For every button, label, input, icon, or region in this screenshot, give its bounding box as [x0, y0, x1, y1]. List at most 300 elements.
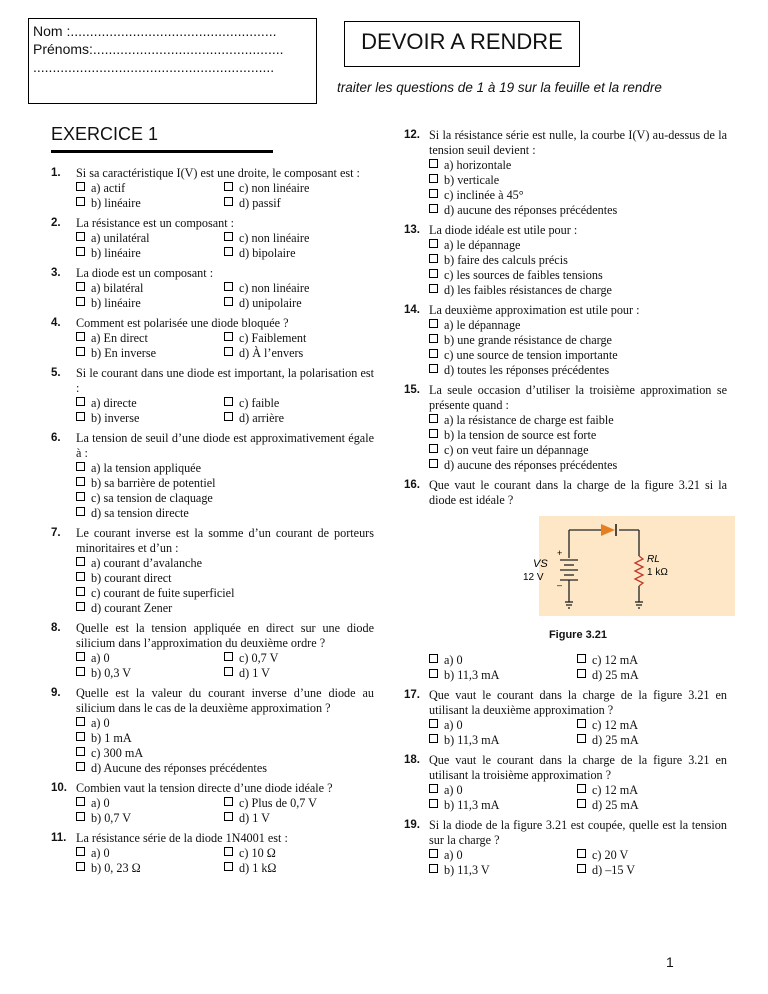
answer-option[interactable]	[577, 798, 727, 813]
option-label: d) 1 V	[239, 666, 270, 680]
answer-option[interactable]	[76, 586, 374, 601]
checkbox-icon[interactable]	[429, 319, 438, 328]
answer-option[interactable]	[76, 811, 224, 826]
checkbox-icon[interactable]	[429, 734, 438, 743]
question-text: Si la diode de la figure 3.21 est coupée, quelle est la tension sur la charge ?	[429, 818, 727, 847]
checkbox-icon[interactable]	[76, 197, 85, 206]
answer-option[interactable]	[76, 411, 224, 426]
checkbox-icon[interactable]	[76, 492, 85, 501]
answer-option[interactable]	[429, 333, 727, 348]
question	[404, 478, 727, 683]
answer-option[interactable]	[577, 653, 727, 668]
checkbox-icon[interactable]	[76, 282, 85, 291]
name-field[interactable]: Nom :.....................................................	[33, 23, 277, 39]
checkbox-icon[interactable]	[429, 364, 438, 373]
checkbox-icon[interactable]	[224, 282, 233, 291]
answer-option[interactable]	[224, 281, 374, 296]
option-label: c) 10 Ω	[239, 846, 276, 860]
option-label: c) courant de fuite superficiel	[91, 586, 235, 600]
answer-option[interactable]	[224, 811, 374, 826]
answer-option[interactable]	[76, 181, 224, 196]
option-label: b) 1 mA	[91, 731, 132, 745]
question-text: Que vaut le courant dans la charge de la figure 3.21 en utilisant la troisième approximation ?	[429, 753, 727, 782]
option-label: a) horizontale	[444, 158, 512, 172]
answer-option[interactable]	[224, 346, 374, 361]
checkbox-icon[interactable]	[429, 719, 438, 728]
answer-option[interactable]	[224, 861, 374, 876]
checkbox-icon[interactable]	[429, 349, 438, 358]
instruction-text: traiter les questions de 1 à 19 sur la feuille et la rendre	[337, 80, 662, 95]
checkbox-icon[interactable]	[429, 444, 438, 453]
question-number: 14.	[404, 304, 420, 316]
option-label: c) sa tension de claquage	[91, 491, 213, 505]
option-label: a) le dépannage	[444, 238, 521, 252]
question-number: 15.	[404, 384, 420, 396]
checkbox-icon[interactable]	[224, 332, 233, 341]
option-label: c) 20 V	[592, 848, 629, 862]
checkbox-icon[interactable]	[429, 429, 438, 438]
checkbox-icon[interactable]	[76, 652, 85, 661]
checkbox-icon[interactable]	[76, 462, 85, 471]
figure-3-21	[523, 516, 735, 616]
checkbox-icon[interactable]	[76, 477, 85, 486]
checkbox-icon[interactable]	[224, 297, 233, 306]
question	[404, 688, 727, 748]
answer-option[interactable]	[76, 491, 374, 506]
option-label: a) bilatéral	[91, 281, 144, 295]
checkbox-icon[interactable]	[76, 412, 85, 421]
answer-option[interactable]	[76, 331, 224, 346]
answer-options	[76, 181, 374, 211]
checkbox-icon[interactable]	[429, 284, 438, 293]
title-underline	[51, 150, 273, 153]
option-label: b) courant direct	[91, 571, 172, 585]
answer-option[interactable]	[76, 796, 224, 811]
checkbox-icon[interactable]	[76, 747, 85, 756]
option-label: d) sa tension directe	[91, 506, 189, 520]
question	[51, 526, 374, 616]
answer-option[interactable]	[224, 666, 374, 681]
checkbox-icon[interactable]	[76, 182, 85, 191]
option-label: c) inclinée à 45°	[444, 188, 524, 202]
option-label: c) faible	[239, 396, 280, 410]
checkbox-icon[interactable]	[429, 239, 438, 248]
answer-options	[76, 331, 374, 361]
answer-option[interactable]	[429, 718, 577, 733]
answer-option[interactable]	[429, 188, 727, 203]
checkbox-icon[interactable]	[577, 669, 586, 678]
question-number: 2.	[51, 217, 61, 229]
question-text: Quelle est la tension appliquée en direct sur une diode silicium dans l’approximation du deuxième ordre ?	[76, 621, 374, 650]
answer-option[interactable]	[76, 716, 374, 731]
option-label: c) non linéaire	[239, 231, 310, 245]
option-label: a) 0	[444, 718, 463, 732]
option-label: b) 11,3 mA	[444, 798, 500, 812]
answer-option[interactable]	[577, 783, 727, 798]
option-label: c) on veut faire un dépannage	[444, 443, 589, 457]
option-label: c) 12 mA	[592, 718, 639, 732]
question	[51, 781, 374, 826]
question-number: 19.	[404, 819, 420, 831]
answer-option[interactable]	[224, 296, 374, 311]
answer-options	[429, 238, 727, 298]
answer-option[interactable]	[224, 331, 374, 346]
option-label: d) Aucune des réponses précédentes	[91, 761, 267, 775]
answer-option[interactable]	[577, 718, 727, 733]
checkbox-icon[interactable]	[76, 762, 85, 771]
checkbox-icon[interactable]	[76, 297, 85, 306]
answer-option[interactable]	[76, 281, 224, 296]
student-info-box[interactable]	[28, 18, 317, 104]
option-label: b) inverse	[91, 411, 140, 425]
question-text: La résistance est un composant :	[76, 216, 235, 230]
option-label: b) 11,3 mA	[444, 668, 500, 682]
answer-options	[76, 716, 374, 776]
checkbox-icon[interactable]	[76, 507, 85, 516]
option-label: d) aucune des réponses précédentes	[444, 203, 618, 217]
option-label: b) faire des calculs précis	[444, 253, 568, 267]
answer-option[interactable]	[429, 173, 727, 188]
question	[51, 621, 374, 681]
checkbox-icon[interactable]	[429, 414, 438, 423]
checkbox-icon[interactable]	[76, 247, 85, 256]
answer-option[interactable]	[76, 861, 224, 876]
option-label: b) linéaire	[91, 246, 141, 260]
answer-option[interactable]	[76, 666, 224, 681]
answer-option[interactable]	[429, 653, 577, 668]
answer-option[interactable]	[76, 396, 224, 411]
checkbox-icon[interactable]	[224, 847, 233, 856]
answer-options	[429, 848, 727, 878]
answer-option[interactable]	[76, 196, 224, 211]
checkbox-icon[interactable]	[224, 862, 233, 871]
question-number: 6.	[51, 432, 61, 444]
option-label: b) une grande résistance de charge	[444, 333, 612, 347]
right-column	[404, 128, 727, 883]
answer-option[interactable]	[76, 476, 374, 491]
checkbox-icon[interactable]	[429, 174, 438, 183]
question-text: La diode est un composant :	[76, 266, 214, 280]
checkbox-icon[interactable]	[429, 159, 438, 168]
answer-options	[76, 796, 374, 826]
question-text: Si le courant dans une diode est important, la polarisation est :	[76, 366, 374, 395]
option-label: c) 12 mA	[592, 783, 639, 797]
answer-option[interactable]	[429, 268, 727, 283]
answer-option[interactable]	[224, 231, 374, 246]
checkbox-icon[interactable]	[429, 204, 438, 213]
checkbox-icon[interactable]	[224, 232, 233, 241]
checkbox-icon[interactable]	[224, 197, 233, 206]
question-number: 16.	[404, 479, 420, 491]
checkbox-icon[interactable]	[577, 784, 586, 793]
option-label: d) 25 mA	[592, 668, 639, 682]
checkbox-icon[interactable]	[429, 864, 438, 873]
checkbox-icon[interactable]	[577, 799, 586, 808]
minus-label: –	[557, 580, 563, 590]
answer-option[interactable]	[76, 846, 224, 861]
option-label: a) 0	[91, 716, 110, 730]
option-label: a) 0	[444, 848, 463, 862]
question-text: Quelle est la valeur du courant inverse d’une diode au silicium dans le cas de la deuxième approximation ?	[76, 686, 374, 715]
answer-option[interactable]	[76, 601, 374, 616]
answer-option[interactable]	[429, 733, 577, 748]
option-label: a) directe	[91, 396, 137, 410]
question	[51, 166, 374, 211]
option-label: b) linéaire	[91, 296, 141, 310]
checkbox-icon[interactable]	[429, 334, 438, 343]
option-label: c) non linéaire	[239, 181, 310, 195]
checkbox-icon[interactable]	[224, 397, 233, 406]
checkbox-icon[interactable]	[577, 849, 586, 858]
checkbox-icon[interactable]	[76, 812, 85, 821]
question-text: Le courant inverse est la somme d’un courant de porteurs minoritaires et d’un :	[76, 526, 374, 555]
question-number: 12.	[404, 129, 420, 141]
option-label: a) 0	[91, 846, 110, 860]
question-text: Si sa caractéristique I(V) est une droite, le composant est :	[76, 166, 360, 180]
answer-option[interactable]	[429, 283, 727, 298]
question-text: La résistance série de la diode 1N4001 est :	[76, 831, 288, 845]
option-label: d) arrière	[239, 411, 284, 425]
question	[51, 831, 374, 876]
option-label: a) la résistance de charge est faible	[444, 413, 614, 427]
checkbox-icon[interactable]	[429, 254, 438, 263]
exercise-title: EXERCICE 1	[51, 124, 159, 144]
question-text: Combien vaut la tension directe d’une diode idéale ?	[76, 781, 333, 795]
question-text: La deuxième approximation est utile pour :	[429, 303, 640, 317]
checkbox-icon[interactable]	[577, 654, 586, 663]
option-label: d) toutes les réponses précédentes	[444, 363, 610, 377]
checkbox-icon[interactable]	[429, 189, 438, 198]
checkbox-icon[interactable]	[429, 459, 438, 468]
answer-option[interactable]	[429, 783, 577, 798]
option-label: d) aucune des réponses précédentes	[444, 458, 618, 472]
option-label: a) 0	[444, 783, 463, 797]
answer-option[interactable]	[76, 746, 374, 761]
option-label: a) En direct	[91, 331, 148, 345]
question-number: 7.	[51, 527, 61, 539]
question	[51, 266, 374, 311]
answer-option[interactable]	[429, 363, 727, 378]
answer-option[interactable]	[76, 731, 374, 746]
option-label: a) le dépannage	[444, 318, 521, 332]
option-label: b) 0,7 V	[91, 811, 132, 825]
question	[404, 128, 727, 218]
checkbox-icon[interactable]	[577, 719, 586, 728]
answer-option[interactable]	[224, 181, 374, 196]
question	[51, 216, 374, 261]
question	[404, 303, 727, 378]
option-label: d) unipolaire	[239, 296, 302, 310]
answer-option[interactable]	[224, 846, 374, 861]
answer-option[interactable]	[429, 848, 577, 863]
plus-label: +	[557, 548, 563, 558]
left-column	[51, 166, 374, 881]
checkbox-icon[interactable]	[429, 784, 438, 793]
answer-option[interactable]	[224, 796, 374, 811]
question	[51, 366, 374, 426]
vs-value: 12 V	[523, 572, 544, 583]
question-number: 13.	[404, 224, 420, 236]
checkbox-icon[interactable]	[224, 247, 233, 256]
question-number: 17.	[404, 689, 420, 701]
question-number: 9.	[51, 687, 61, 699]
option-label: d) courant Zener	[91, 601, 173, 615]
answer-option[interactable]	[429, 413, 727, 428]
question-text: Comment est polarisée une diode bloquée ?	[76, 316, 289, 330]
checkbox-icon[interactable]	[76, 557, 85, 566]
answer-option[interactable]	[76, 571, 374, 586]
answer-option[interactable]	[76, 651, 224, 666]
answer-option[interactable]	[76, 461, 374, 476]
rl-value: 1 kΩ	[647, 567, 668, 578]
answer-options	[76, 281, 374, 311]
answer-option[interactable]	[76, 556, 374, 571]
checkbox-icon[interactable]	[76, 797, 85, 806]
option-label: b) 11,3 V	[444, 863, 490, 877]
option-label: a) 0	[444, 653, 463, 667]
extra-name-line[interactable]: ..............................................................	[33, 59, 275, 75]
question-number: 11.	[51, 832, 67, 844]
option-label: a) 0	[91, 651, 110, 665]
checkbox-icon[interactable]	[224, 182, 233, 191]
question-text: Que vaut le courant dans la charge de la figure 3.21 si la diode est idéale ?	[429, 478, 727, 507]
option-label: c) 300 mA	[91, 746, 144, 760]
answer-option[interactable]	[577, 863, 727, 878]
answer-option[interactable]	[224, 246, 374, 261]
option-label: b) sa barrière de potentiel	[91, 476, 216, 490]
option-label: d) 25 mA	[592, 798, 639, 812]
option-label: d) passif	[239, 196, 281, 210]
question-text: Que vaut le courant dans la charge de la figure 3.21 en utilisant la deuxième approximation ?	[429, 688, 727, 717]
checkbox-icon[interactable]	[76, 347, 85, 356]
checkbox-icon[interactable]	[76, 232, 85, 241]
checkbox-icon[interactable]	[76, 587, 85, 596]
answer-option[interactable]	[224, 396, 374, 411]
answer-option[interactable]	[577, 733, 727, 748]
checkbox-icon[interactable]	[76, 332, 85, 341]
answer-option[interactable]	[224, 651, 374, 666]
checkbox-icon[interactable]	[224, 412, 233, 421]
answer-option[interactable]	[429, 203, 727, 218]
option-label: c) 12 mA	[592, 653, 639, 667]
question	[404, 818, 727, 878]
checkbox-icon[interactable]	[429, 849, 438, 858]
question-text: La tension de seuil d’une diode est approximativement égale à :	[76, 431, 374, 460]
option-label: c) non linéaire	[239, 281, 310, 295]
checkbox-icon[interactable]	[577, 734, 586, 743]
checkbox-icon[interactable]	[224, 667, 233, 676]
figure-caption: Figure 3.21	[548, 629, 608, 641]
question-number: 4.	[51, 317, 61, 329]
answer-option[interactable]	[76, 761, 374, 776]
checkbox-icon[interactable]	[76, 602, 85, 611]
option-label: b) verticale	[444, 173, 500, 187]
answer-option[interactable]	[429, 798, 577, 813]
answer-options	[429, 653, 727, 683]
answer-option[interactable]	[76, 506, 374, 521]
checkbox-icon[interactable]	[429, 669, 438, 678]
vs-label: VS	[533, 558, 548, 570]
answer-option[interactable]	[429, 253, 727, 268]
checkbox-icon[interactable]	[224, 797, 233, 806]
checkbox-icon[interactable]	[577, 864, 586, 873]
checkbox-icon[interactable]	[76, 667, 85, 676]
question	[404, 753, 727, 813]
answer-option[interactable]	[577, 848, 727, 863]
diode-symbol	[601, 524, 615, 536]
answer-option[interactable]	[429, 668, 577, 683]
question-text: Si la résistance série est nulle, la courbe I(V) au-dessus de la tension seuil devient :	[429, 128, 727, 157]
question	[51, 686, 374, 776]
answer-option[interactable]	[429, 443, 727, 458]
option-label: b) 11,3 mA	[444, 733, 500, 747]
checkbox-icon[interactable]	[224, 812, 233, 821]
option-label: d) 1 kΩ	[239, 861, 277, 875]
option-label: b) la tension de source est forte	[444, 428, 597, 442]
checkbox-icon[interactable]	[224, 652, 233, 661]
question-number: 1.	[51, 167, 61, 179]
answer-option[interactable]	[429, 863, 577, 878]
checkbox-icon[interactable]	[76, 847, 85, 856]
option-label: d) bipolaire	[239, 246, 296, 260]
circuit-diagram	[523, 516, 735, 616]
checkbox-icon[interactable]	[76, 862, 85, 871]
option-label: d) les faibles résistances de charge	[444, 283, 612, 297]
firstname-field[interactable]: Prénoms:.................................................	[33, 41, 284, 57]
answer-options	[429, 783, 727, 813]
answer-options	[429, 318, 727, 378]
answer-option[interactable]	[429, 458, 727, 473]
answer-option[interactable]	[429, 238, 727, 253]
answer-options	[76, 556, 374, 616]
answer-option[interactable]	[76, 246, 224, 261]
answer-option[interactable]	[429, 318, 727, 333]
answer-option[interactable]	[429, 428, 727, 443]
answer-options	[429, 718, 727, 748]
option-label: d) –15 V	[592, 863, 636, 877]
checkbox-icon[interactable]	[224, 347, 233, 356]
answer-option[interactable]	[224, 411, 374, 426]
answer-option[interactable]	[76, 231, 224, 246]
option-label: c) Faiblement	[239, 331, 307, 345]
option-label: c) une source de tension importante	[444, 348, 618, 362]
answer-option[interactable]	[224, 196, 374, 211]
question-text: La diode idéale est utile pour :	[429, 223, 578, 237]
checkbox-icon[interactable]	[429, 654, 438, 663]
checkbox-icon[interactable]	[76, 572, 85, 581]
option-label: d) 1 V	[239, 811, 270, 825]
checkbox-icon[interactable]	[429, 269, 438, 278]
option-label: a) actif	[91, 181, 126, 195]
rl-label: RL	[647, 554, 660, 565]
answer-options	[76, 461, 374, 521]
answer-option[interactable]	[577, 668, 727, 683]
checkbox-icon[interactable]	[76, 732, 85, 741]
option-label: a) 0	[91, 796, 110, 810]
option-label: a) unilatéral	[91, 231, 150, 245]
answer-option[interactable]	[429, 348, 727, 363]
page-number: 1	[666, 954, 674, 970]
checkbox-icon[interactable]	[76, 397, 85, 406]
answer-option[interactable]	[429, 158, 727, 173]
answer-option[interactable]	[76, 296, 224, 311]
answer-option[interactable]	[76, 346, 224, 361]
checkbox-icon[interactable]	[429, 799, 438, 808]
option-label: c) Plus de 0,7 V	[239, 796, 317, 810]
option-label: b) 0,3 V	[91, 666, 132, 680]
answer-options	[76, 231, 374, 261]
checkbox-icon[interactable]	[76, 717, 85, 726]
